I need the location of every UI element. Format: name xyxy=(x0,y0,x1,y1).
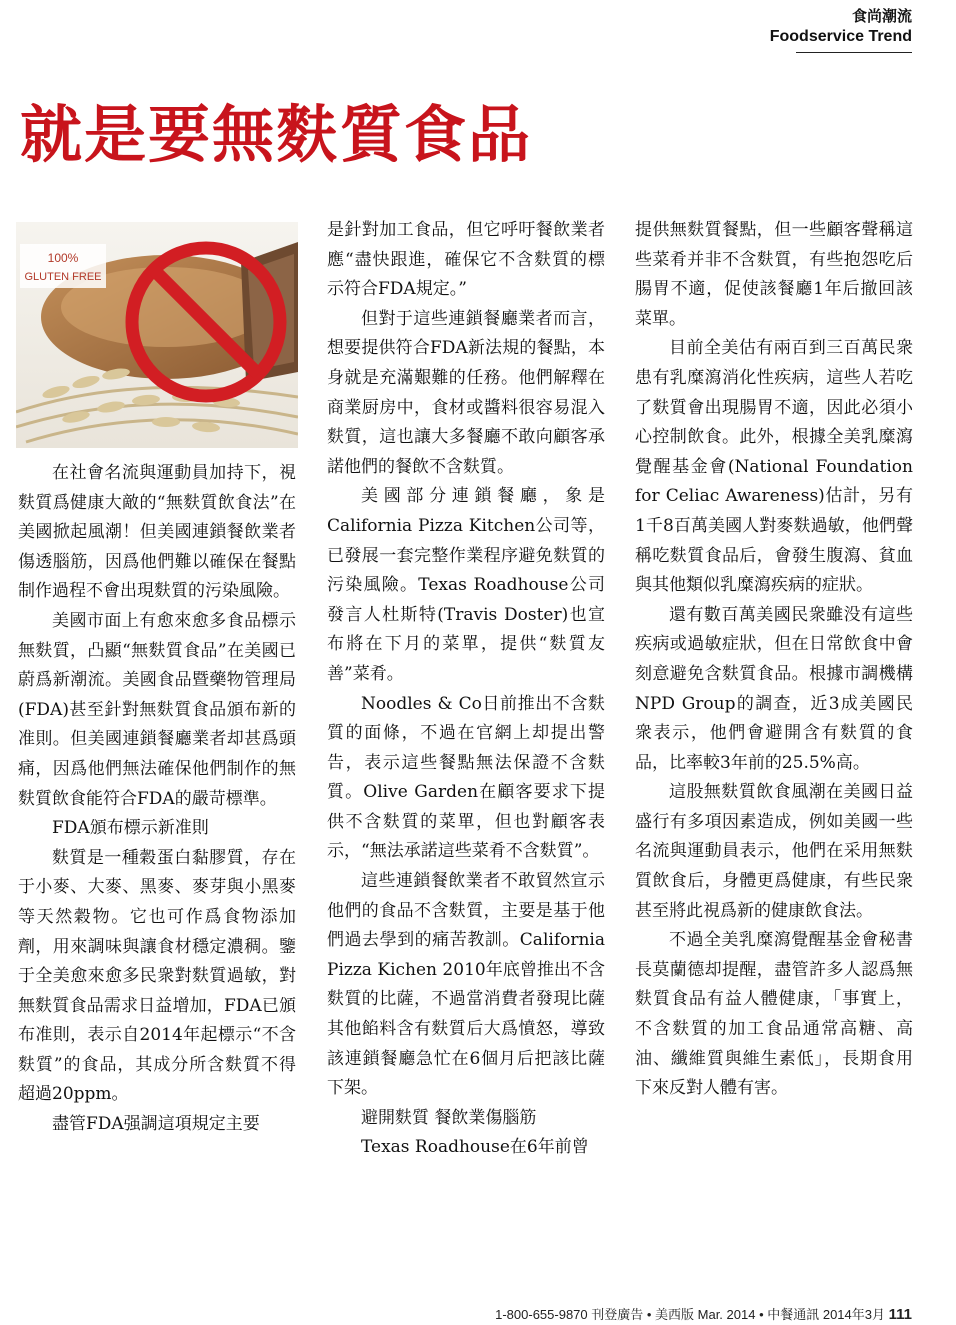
section-label-chinese: 食尚潮流 xyxy=(851,7,912,25)
article-column-2 xyxy=(327,216,605,1163)
paragraph: Noodles & Co日前推出不含麩質的面條，不過在官網上却提出警告，表示這些餐點無法保證不含麩質。Olive Garden在顧客要求下提供不含麩質的菜單，但也對顧客表示，“無法承諾這些菜肴不含麩質”。 xyxy=(327,693,605,862)
paragraph: 這股無麩質飲食風潮在美國日益盛行有多項因素造成，例如美國一些名流與運動員表示，他們在采用無麩質飲食后，身體更爲健康，有些民衆甚至將此視爲新的健康飲食法。 xyxy=(635,782,913,921)
gluten-free-illustration xyxy=(16,222,298,448)
paragraph: 還有數百萬美國民衆雖没有這些疾病或過敏症狀，但在日常飲食中會刻意避免含麩質食品。根據市調機構NPD Group的調查，近3成美國民衆表示，他們會避開含有麩質的食品，比率較3年前的25.5%高。 xyxy=(635,604,913,773)
paragraph: 美國部分連鎖餐廳，象是California Pizza Kitchen公司等，已發展一套完整作業程序避免麩質的污染風險。Texas Roadhouse公司發言人杜斯特(Travis Doster)也宣布將在下月的菜單，提供“麩質友善”菜肴。 xyxy=(327,486,605,684)
header-rule xyxy=(796,52,912,53)
subheading: 避開麩質 餐飲業傷腦筋 xyxy=(361,1107,537,1128)
badge-percent-text: 100% xyxy=(47,251,79,265)
paragraph: 但對于這些連鎖餐廳業者而言，想要提供符合FDA新法規的餐點，本身就是充滿艱難的任務。他們解釋在商業厨房中，食材或醬料很容易混入麩質，這也讓大多餐廳不敢向顧客承諾他們的餐飲不含麩質。 xyxy=(327,308,605,477)
paragraph: 盡管FDA强調這項規定主要 xyxy=(52,1114,260,1135)
article-column-3 xyxy=(635,216,913,1104)
badge-label-text: GLUTEN FREE xyxy=(24,271,102,283)
page-footer xyxy=(495,1304,912,1323)
footer-publication-info: 1-800-655-9870 刊登廣告 • 美西版 Mar. 2014 • 中餐通訊 2014年3月 xyxy=(495,1307,885,1322)
paragraph: 不過全美乳糜瀉覺醒基金會秘書長莫蘭德却提醒，盡管許多人認爲無麩質食品有益人體健康，「事實上，不含麩質的加工食品通常高糖、高油、纖維質與維生素低」，長期食用下來反對人體有害。 xyxy=(635,930,913,1099)
page-number: 111 xyxy=(888,1306,912,1323)
paragraph: 是針對加工食品，但它呼吁餐飲業者應“盡快跟進，確保它不含麩質的標示符合FDA規定。” xyxy=(327,220,605,300)
gluten-free-photo xyxy=(16,222,298,448)
gluten-free-badge xyxy=(20,244,106,288)
paragraph: 美國市面上有愈來愈多食品標示無麩質，凸顯“無麩質食品”在美國已蔚爲新潮流。美國食品暨藥物管理局(FDA)甚至針對無麩質食品頒布新的准則。但美國連鎖餐廳業者却甚爲頭痛，因爲他們無法確保他們制作的無麩質飲食能符合FDA的嚴苛標準。 xyxy=(18,610,296,809)
paragraph: 麩質是一種穀蛋白黏膠質，存在于小麥、大麥、黑麥、麥芽與小黑麥等天然穀物。它也可作爲食物添加劑，用來調味與讓食材穩定濃稠。鑒于全美愈來愈多民衆對麩質過敏，對無麩質食品需求日益增加，FDA已頒布准則，表示自2014年起標示“不含麩質”的食品，其成分所含麩質不得超過20ppm。 xyxy=(18,847,296,1105)
section-label-english: Foodservice Trend xyxy=(769,28,912,45)
article-column-1 xyxy=(18,459,296,1140)
article-title: 就是要無麩質食品 xyxy=(20,98,533,171)
paragraph: 這些連鎖餐飲業者不敢貿然宣示他們的食品不含麩質，主要是基于他們過去學到的痛苦教訓。California Pizza Kichen 2010年底曾推出不含麩質的比薩，不過當消費者發現比薩其他餡料含有麩質后大爲憤怒，導致該連鎖餐廳急忙在6個月后把該比薩下架。 xyxy=(327,871,605,1099)
paragraph: 提供無麩質餐點，但一些顧客聲稱這些菜肴并非不含麩質，有些抱怨吃后腸胃不適，促使該餐廳1年后撤回該菜單。 xyxy=(635,220,913,329)
subheading: FDA頒布標示新准則 xyxy=(52,818,209,839)
paragraph: 目前全美估有兩百到三百萬民衆患有乳糜瀉消化性疾病，這些人若吃了麩質會出現腸胃不適，因此必須小心控制飲食。此外，根據全美乳糜瀉覺醒基金會(National Foundation for Celiac Awareness)估計，另有1千8百萬美國人對麥麩過敏，他們聲稱吃麩質食品后，會發生腹瀉、貧血與其他類似乳糜瀉疾病的症狀。 xyxy=(635,338,913,596)
paragraph: Texas Roadhouse在6年前曾 xyxy=(361,1137,589,1158)
paragraph: 在社會名流與運動員加持下，視麩質爲健康大敵的“無麩質飲食法”在美國掀起風潮！但美國連鎖餐飲業者傷透腦筋，因爲他們難以確保在餐點制作過程不會出現麩質的污染風險。 xyxy=(18,463,296,602)
